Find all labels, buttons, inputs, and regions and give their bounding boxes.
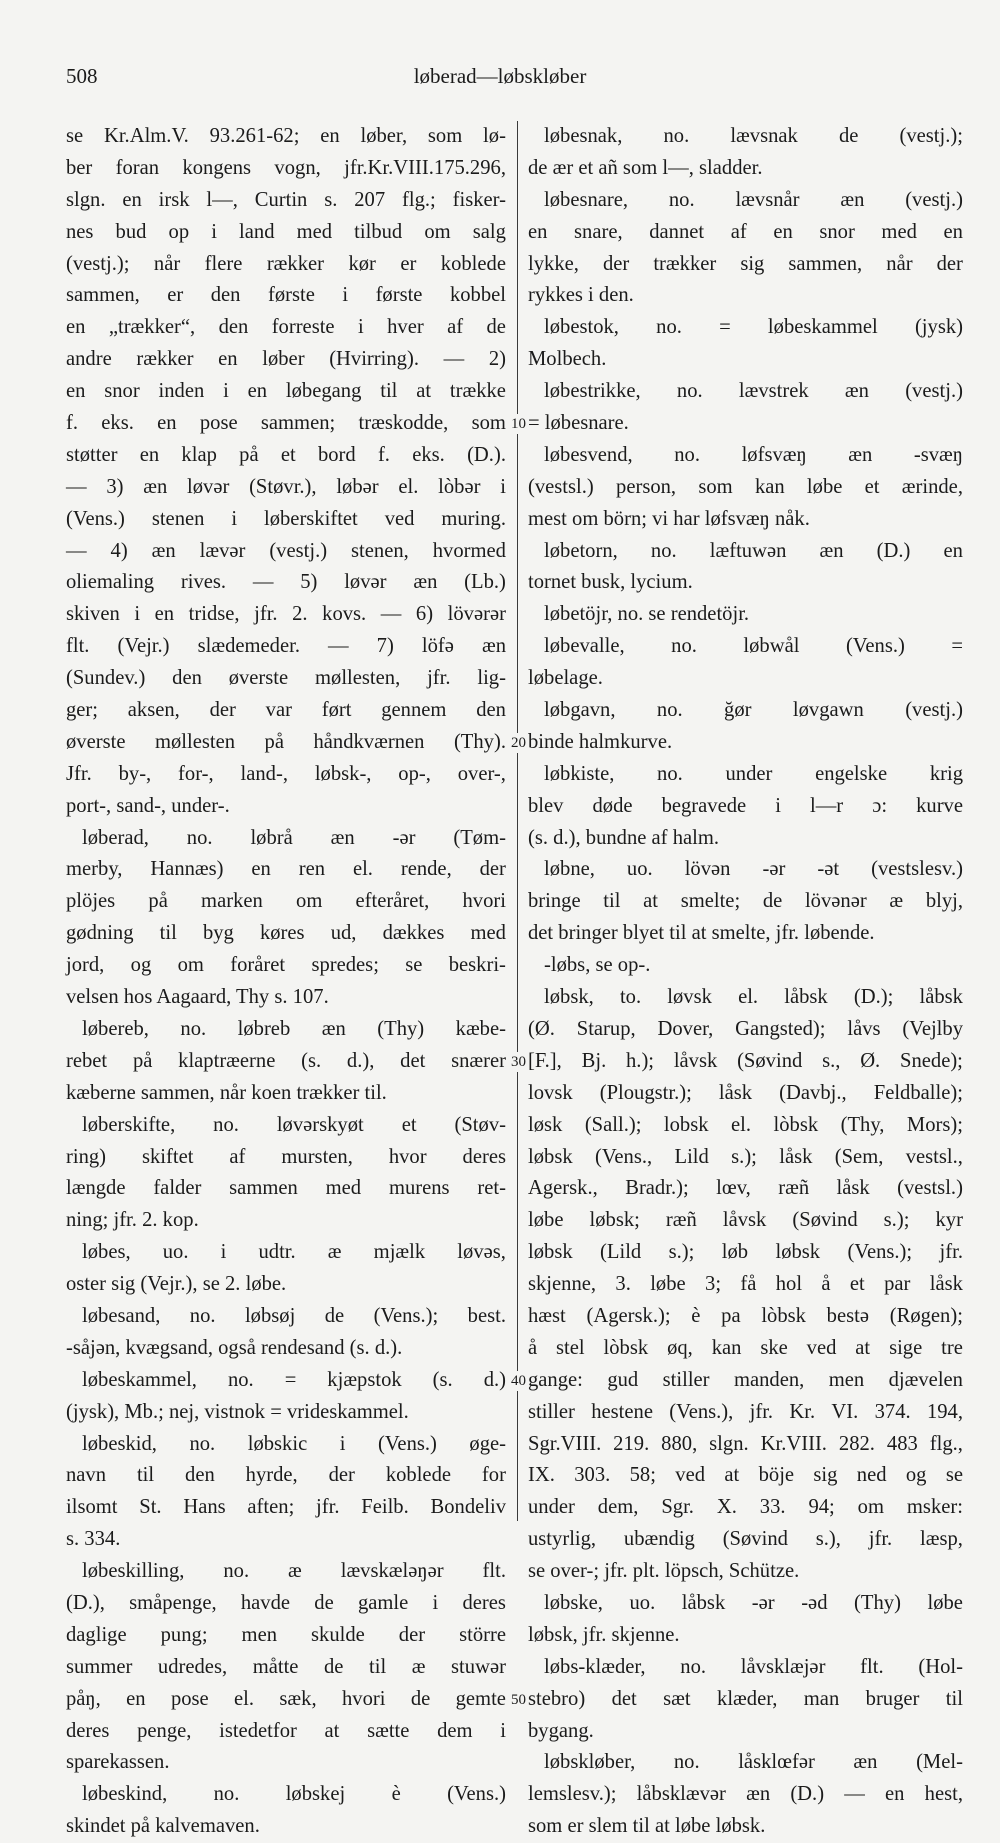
left-text-line: kæberne sammen, når koen trækker til.: [66, 1081, 387, 1104]
left-text-line: oliemaling rives. — 5) løvər æn (Lb.): [66, 571, 506, 594]
right-text-line: løbelage.: [528, 667, 603, 690]
right-text-line: løbetorn, no. læftuwən æn (D.) en: [544, 539, 963, 562]
left-text-line: sparekassen.: [66, 1751, 170, 1774]
left-text-line: løbeskid, no. løbskic i (Vens.) øge-: [82, 1432, 506, 1455]
line-number: 50: [511, 1692, 526, 1709]
left-text-line: slgn. en irsk l—, Curtin s. 207 flg.; fisker-: [66, 188, 506, 211]
right-text-line: lovsk (Plougstr.); låsk (Davbj., Feldballe);: [528, 1081, 963, 1104]
right-text-line: løbne, uo. lövən -ər -ət (vestslesv.): [544, 858, 963, 881]
right-text-line: stebro) det sæt klæder, man bruger til: [528, 1687, 963, 1710]
right-text-line: å stel lòbsk øq, kan ske ved at sige tre: [528, 1336, 963, 1359]
left-text-line: (Sundev.) den øverste møllesten, jfr. lig-: [66, 667, 506, 690]
left-text-line: — 4) æn lævər (vestj.) stenen, hvormed: [66, 539, 506, 562]
line-number: 20: [511, 735, 526, 752]
left-text-line: gødning til byg køres ud, dækkes med: [66, 922, 506, 945]
right-text-line: (s. d.), bundne af halm.: [528, 826, 720, 849]
right-text-line: løbsk (Vens., Lild s.); låsk (Sem, vestsl.,: [528, 1145, 963, 1168]
right-text-line: (vestsl.) person, som kan løbe et ærinde,: [528, 475, 963, 498]
left-text-line: ring) skiftet af mursten, hvor deres: [66, 1145, 506, 1168]
left-text-line: f. eks. en pose sammen; træskodde, som: [66, 412, 506, 435]
left-text-line: se Kr.Alm.V. 93.261-62; en løber, som lø-: [66, 125, 506, 147]
right-text-line: = løbesnare.: [528, 412, 629, 435]
left-text-line: støtter en klap på et bord f. eks. (D.).: [66, 443, 506, 466]
left-text-line: påŋ, en pose el. sæk, hvori de gemte: [66, 1687, 506, 1710]
right-text-line: skjenne, 3. løbe 3; få hol å et par låsk: [528, 1273, 963, 1296]
left-text-line: (Vens.) stenen i løberskiftet ved muring.: [66, 507, 506, 530]
left-text-line: en snor inden i en løbegang til at trække: [66, 380, 506, 403]
left-text-line: jord, og om foråret spredes; se beskri-: [66, 954, 506, 977]
right-text-line: løbe løbsk; ræñ låvsk (Søvind s.); kyr: [528, 1209, 963, 1232]
left-text-line: (jysk), Mb.; nej, vistnok = vrideskammel.: [66, 1400, 409, 1423]
running-head: løberad—løbskløber: [413, 64, 587, 88]
left-text-line: rebet på klaptræerne (s. d.), det snærer: [66, 1049, 506, 1072]
right-text-line: løbetöjr, no. se rendetöjr.: [544, 603, 750, 626]
left-text-line: ber foran kongens vogn, jfr.Kr.VIII.175.296,: [66, 156, 506, 179]
right-text-line: en snare, dannet af en snor med en: [528, 220, 963, 243]
right-text-line: som er slem til at løbe løbsk.: [528, 1815, 766, 1838]
right-text-line: løbs-klæder, no. låvsklæjər flt. (Hol-: [544, 1655, 963, 1678]
left-text-line: løberskifte, no. løvərskyøt et (Støv-: [82, 1113, 506, 1136]
right-text-line: løsk (Sall.); lobsk el. lòbsk (Thy, Mors);: [528, 1113, 963, 1136]
right-text-line: IX. 303. 58; ved at böje sig ned og se: [528, 1464, 963, 1487]
right-text-line: gange: gud stiller manden, men djævelen: [528, 1368, 963, 1391]
left-text-line: oster sig (Vejr.), se 2. løbe.: [66, 1273, 287, 1296]
line-number: 40: [511, 1373, 526, 1390]
left-text-line: navn til den hyrde, der koblede for: [66, 1464, 506, 1487]
right-text-line: løbesnak, no. lævsnak de (vestj.);: [544, 125, 963, 147]
left-text-line: løbeskind, no. løbskej è (Vens.): [82, 1783, 506, 1806]
right-text-line: løbsk, jfr. skjenne.: [528, 1623, 680, 1646]
left-text-line: flt. (Vejr.) slædemeder. — 7) löfə æn: [66, 635, 506, 658]
right-text-line: stiller hestene (Vens.), jfr. Kr. VI. 374. 194,: [528, 1400, 963, 1423]
page-number: 508: [66, 64, 98, 88]
left-text-line: merby, Hannæs) en ren el. rende, der: [66, 858, 506, 881]
right-text-line: løbgavn, no. ğør løvgawn (vestj.): [544, 699, 963, 722]
left-text-line: en „trækker“, den forreste i hver af de: [66, 316, 506, 339]
right-text-line: løbesnare, no. lævsnår æn (vestj.): [544, 188, 963, 211]
left-text-line: (vestj.); når flere rækker kør er koblede: [66, 252, 506, 275]
left-text-line: skiven i en tridse, jfr. 2. kovs. — 6) lövərər: [66, 603, 506, 626]
right-text-line: bygang.: [528, 1719, 594, 1742]
left-text-line: løberad, no. løbrå æn -ər (Tøm-: [82, 826, 506, 849]
left-text-line: løbeskilling, no. æ lævskæləŋər flt.: [82, 1560, 506, 1583]
right-text-line: løbesvend, no. løfsvæŋ æn -svæŋ: [544, 443, 963, 466]
right-text-line: Agersk., Bradr.); lœv, ræñ låsk (vestsl.): [528, 1177, 963, 1200]
right-text-line: løbsk, to. løvsk el. låbsk (D.); låbsk: [544, 986, 963, 1009]
right-text-line: ustyrlig, ubændig (Søvind s.), jfr. læsp,: [528, 1528, 963, 1551]
right-text-line: løbestrikke, no. lævstrek æn (vestj.): [544, 380, 963, 403]
right-text-line: mest om börn; vi har løfsvæŋ nåk.: [528, 507, 810, 530]
left-text-line: løbereb, no. løbreb æn (Thy) kæbe-: [82, 1017, 506, 1040]
right-text-line: løbsk (Lild s.); løb løbsk (Vens.); jfr.: [528, 1241, 963, 1264]
left-text-line: øverste møllesten på håndkværnen (Thy).: [66, 730, 506, 753]
left-text-line: sammen, er den første i første kobbel: [66, 284, 506, 307]
right-text-line: tornet busk, lycium.: [528, 571, 693, 594]
left-text-line: plöjes på marken om efteråret, hvori: [66, 890, 506, 913]
left-text-line: længde falder sammen med murens ret-: [66, 1177, 506, 1200]
left-text-line: nes bud op i land med tilbud om salg: [66, 220, 506, 243]
left-text-line: skindet på kalvemaven.: [66, 1815, 260, 1838]
left-text-line: -såjən, kvægsand, også rendesand (s. d.).: [66, 1336, 403, 1359]
right-text-line: [F.], Bj. h.); låvsk (Søvind s., Ø. Snede);: [528, 1049, 963, 1072]
left-text-line: daglige pung; men skulde der större: [66, 1623, 506, 1646]
right-text-line: rykkes i den.: [528, 284, 634, 307]
right-text-line: hæst (Agersk.); è pa lòbsk bestə (Røgen);: [528, 1304, 963, 1327]
right-text-line: -løbs, se op-.: [544, 954, 651, 977]
right-text-line: Molbech.: [528, 348, 607, 371]
left-column: [66, 121, 506, 1843]
left-text-line: andre rækker en løber (Hvirring). — 2): [66, 348, 506, 371]
left-text-line: Jfr. by-, for-, land-, løbsk-, op-, over-,: [66, 762, 506, 785]
left-text-line: summer udredes, måtte de til æ stuwər: [66, 1655, 506, 1678]
right-text-line: se over-; jfr. plt. löpsch, Schütze.: [528, 1560, 800, 1583]
line-number: 10: [511, 416, 526, 433]
left-text-line: port-, sand-, under-.: [66, 794, 230, 817]
left-text-line: løbesand, no. løbsøj de (Vens.); best.: [82, 1304, 506, 1327]
left-text-line: løbes, uo. i udtr. æ mjælk løvəs,: [82, 1241, 506, 1264]
left-text-line: velsen hos Aagaard, Thy s. 107.: [66, 986, 329, 1009]
right-text-line: lemslesv.); låbsklævər æn (D.) — en hest,: [528, 1783, 963, 1806]
right-text-line: lykke, der trækker sig sammen, når der: [528, 252, 963, 275]
right-text-line: bringe til at smelte; de lövənər æ blyj,: [528, 890, 963, 913]
right-text-line: løbkiste, no. under engelske krig: [544, 762, 963, 785]
column-divider: [517, 121, 518, 1521]
left-text-line: ger; aksen, der var ført gennem den: [66, 699, 506, 722]
left-text-line: ilsomt St. Hans aften; jfr. Feilb. Bondeliv: [66, 1496, 506, 1519]
right-text-line: løbske, uo. låbsk -ər -əd (Thy) løbe: [544, 1591, 963, 1614]
right-text-line: blev døde begravede i l—r ɔ: kurve: [528, 794, 963, 817]
left-text-line: løbeskammel, no. = kjæpstok (s. d.): [82, 1368, 506, 1391]
right-text-line: Sgr.VIII. 219. 880, slgn. Kr.VIII. 282. 483 flg.,: [528, 1432, 963, 1455]
right-text-line: løbevalle, no. løbwål (Vens.) =: [544, 635, 963, 658]
right-text-line: under dem, Sgr. X. 33. 94; om msker:: [528, 1496, 963, 1519]
right-text-line: binde halmkurve.: [528, 730, 673, 753]
left-text-line: s. 334.: [66, 1528, 121, 1551]
right-text-line: de ær et añ som l—, sladder.: [528, 156, 763, 179]
right-text-line: løbskløber, no. låsklœfər æn (Mel-: [544, 1751, 963, 1774]
right-text-line: det bringer blyet til at smelte, jfr. løbende.: [528, 922, 875, 945]
left-text-line: (D.), småpenge, havde de gamle i deres: [66, 1591, 506, 1614]
left-text-line: deres penge, istedetfor at sætte dem i: [66, 1719, 506, 1742]
right-column: [528, 121, 963, 1843]
line-number: 30: [511, 1054, 526, 1071]
left-text-line: ning; jfr. 2. kop.: [66, 1209, 199, 1232]
left-text-line: — 3) æn løvər (Støvr.), løbər el. lòbər i: [66, 475, 506, 498]
right-text-line: løbestok, no. = løbeskammel (jysk): [544, 316, 963, 339]
right-text-line: (Ø. Starup, Dover, Gangsted); låvs (Vejlby: [528, 1017, 963, 1040]
